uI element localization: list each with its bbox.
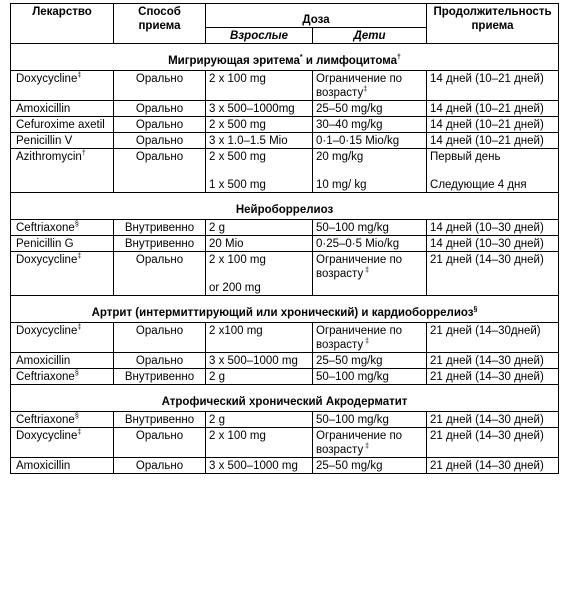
adult-dose-cell (206, 133, 313, 149)
drug-name: Doxycycline (16, 254, 78, 266)
child-dose-cell-text: Ограничение по возрасту (316, 430, 403, 456)
child-dose-cell-text: 20 mg/kg (316, 151, 364, 163)
adult-dose-cell-text: 3 x 500–1000mg (209, 103, 295, 115)
adult-dose-cell-line (209, 102, 309, 116)
child-dose-cell-line (316, 413, 423, 427)
adult-dose-cell-line (209, 72, 309, 86)
drug-name: Ceftriaxone (16, 222, 75, 234)
route-cell: Орально (114, 133, 206, 149)
adult-dose-cell (206, 236, 313, 252)
section-title (11, 385, 559, 412)
duration-cell-line (430, 72, 555, 86)
child-dose-cell-line (316, 72, 423, 100)
duration-cell (427, 220, 559, 236)
adult-dose-cell-line (209, 324, 309, 338)
header-duration: Продолжительность приема (427, 4, 559, 44)
table-row (11, 412, 559, 428)
child-dose-cell-text: 25–50 mg/kg (316, 355, 383, 367)
adult-dose-cell-text: 2 g (209, 414, 225, 426)
drug-name: Penicillin G (16, 238, 74, 250)
section-title (11, 193, 559, 220)
section-title (11, 44, 559, 71)
child-dose-cell (313, 117, 427, 133)
duration-cell-line (430, 429, 555, 443)
child-dose-cell (313, 428, 427, 458)
adult-dose-cell (206, 220, 313, 236)
child-dose-cell (313, 220, 427, 236)
duration-cell-text: 14 дней (10–30 дней) (430, 222, 544, 234)
section-title-text: Нейроборрелиоз (235, 204, 334, 216)
header-row (11, 4, 559, 28)
section-title-footnote-2: † (397, 54, 401, 62)
adult-dose-cell-text: 2 g (209, 371, 225, 383)
section-title-footnote: § (473, 306, 478, 314)
duration-cell (427, 71, 559, 101)
child-dose-cell-footnote: ‡ (363, 86, 368, 94)
child-dose-cell-line (316, 221, 423, 235)
child-dose-cell-text: 50–100 mg/kg (316, 414, 389, 426)
section-title-footnote: * (299, 54, 303, 62)
drug-cell (11, 252, 114, 296)
route-cell: Внутривенно (114, 369, 206, 385)
child-dose-cell (313, 323, 427, 353)
table-row (11, 133, 559, 149)
duration-cell-line (430, 118, 555, 132)
child-dose-cell-footnote: ‡ (363, 443, 370, 451)
child-dose-cell (313, 236, 427, 252)
child-dose-cell (313, 71, 427, 101)
child-dose-cell-line (316, 102, 423, 116)
duration-cell (427, 133, 559, 149)
adult-dose-cell-text: 3 x 500–1000 mg (209, 460, 298, 472)
child-dose-cell-text: 50–100 mg/kg (316, 371, 389, 383)
child-dose-cell-text: 50–100 mg/kg (316, 222, 389, 234)
section-title-text-2: и лимфоцитома (302, 55, 398, 67)
drug-name: Azithromycin (16, 151, 82, 163)
header-drug: Лекарство (11, 4, 114, 44)
drug-name: Doxycycline (16, 430, 78, 442)
drug-cell (11, 236, 114, 252)
duration-cell-line (430, 413, 555, 427)
adult-dose-cell-text: 2 x 500 mg (209, 151, 266, 163)
section-row (11, 44, 559, 71)
adult-dose-cell-line (209, 118, 309, 132)
section-row (11, 193, 559, 220)
route-cell: Орально (114, 71, 206, 101)
duration-cell-line (430, 134, 555, 148)
adult-dose-cell-line (209, 413, 309, 427)
adult-dose-cell (206, 117, 313, 133)
duration-cell-line (430, 150, 555, 164)
table-body (11, 44, 559, 474)
child-dose-cell-text: Ограничение по возрасту (316, 73, 403, 99)
drug-footnote: § (74, 370, 79, 378)
duration-cell-text: 14 дней (10–21 дней) (430, 103, 544, 115)
duration-cell-text: 21 дней (14–30дней) (430, 325, 541, 337)
duration-cell-line (430, 102, 555, 116)
adult-dose-cell-line (209, 221, 309, 235)
table-row (11, 220, 559, 236)
child-dose-cell-footnote: ‡ (363, 267, 370, 275)
child-dose-cell-line (316, 150, 423, 164)
adult-dose-cell (206, 252, 313, 296)
drug-name: Doxycycline (16, 73, 78, 85)
table-row (11, 117, 559, 133)
drug-name: Ceftriaxone (16, 371, 75, 383)
child-dose-cell-line (316, 164, 423, 178)
table-row (11, 149, 559, 193)
child-dose-cell-text: Ограничение по возрасту (316, 254, 403, 280)
drug-cell (11, 412, 114, 428)
duration-cell-line (430, 459, 555, 473)
table-row (11, 101, 559, 117)
duration-cell (427, 117, 559, 133)
duration-cell (427, 369, 559, 385)
route-cell: Орально (114, 353, 206, 369)
adult-dose-cell-line (209, 354, 309, 368)
table-row (11, 353, 559, 369)
child-dose-cell-text: 0·1–0·15 Mio/kg (316, 135, 400, 147)
drug-cell (11, 133, 114, 149)
drug-cell (11, 149, 114, 193)
duration-cell (427, 428, 559, 458)
child-dose-cell (313, 458, 427, 474)
drug-name: Cefuroxime axetil (16, 119, 105, 131)
drug-cell (11, 323, 114, 353)
adult-dose-cell (206, 458, 313, 474)
adult-dose-cell-text: 3 x 500–1000 mg (209, 355, 298, 367)
child-dose-cell-line (316, 324, 423, 352)
adult-dose-cell-line (209, 370, 309, 384)
route-cell: Орально (114, 428, 206, 458)
adult-dose-cell-line (209, 459, 309, 473)
drug-name: Amoxicillin (16, 355, 71, 367)
adult-dose-cell-line (209, 237, 309, 251)
adult-dose-cell-line (209, 164, 309, 178)
route-cell: Внутривенно (114, 236, 206, 252)
duration-cell-text: Первый день (430, 151, 501, 163)
adult-dose-cell (206, 428, 313, 458)
child-dose-cell (313, 252, 427, 296)
drug-footnote: ‡ (77, 429, 82, 437)
drug-cell (11, 369, 114, 385)
adult-dose-cell-text: 2 x 500 mg (209, 119, 266, 131)
duration-cell-line (430, 178, 555, 192)
child-dose-cell-line (316, 459, 423, 473)
route-cell: Орально (114, 323, 206, 353)
header-children: Дети (313, 28, 427, 44)
adult-dose-cell-text: 3 x 1.0–1.5 Mio (209, 135, 288, 147)
adult-dose-cell-text: 2 x 100 mg (209, 430, 266, 442)
drug-cell (11, 101, 114, 117)
duration-cell-text: 14 дней (10–21 дней) (430, 119, 544, 131)
table-row (11, 236, 559, 252)
duration-cell (427, 252, 559, 296)
header-route: Способ приема (114, 4, 206, 44)
drug-name: Amoxicillin (16, 460, 71, 472)
duration-cell-line (430, 164, 555, 178)
drug-cell (11, 71, 114, 101)
adult-dose-cell-text: or 200 mg (209, 282, 261, 294)
drug-name: Doxycycline (16, 325, 78, 337)
child-dose-cell-text: Ограничение по возрасту (316, 325, 403, 351)
drug-footnote: † (81, 150, 86, 158)
table-row (11, 369, 559, 385)
child-dose-cell-line (316, 134, 423, 148)
duration-cell (427, 412, 559, 428)
drug-cell (11, 458, 114, 474)
route-cell: Орально (114, 117, 206, 133)
duration-cell-line (430, 324, 555, 338)
drug-cell (11, 428, 114, 458)
child-dose-cell-text: 25–50 mg/kg (316, 460, 383, 472)
table-row (11, 458, 559, 474)
route-cell: Орально (114, 149, 206, 193)
adult-dose-cell-line (209, 429, 309, 443)
duration-cell-text: 21 дней (14–30 дней) (430, 430, 544, 442)
duration-cell (427, 236, 559, 252)
duration-cell-text: 14 дней (10–21 дней) (430, 135, 544, 147)
adult-dose-cell-line (209, 281, 309, 295)
duration-cell (427, 458, 559, 474)
duration-cell-line (430, 221, 555, 235)
adult-dose-cell-line (209, 253, 309, 267)
adult-dose-cell-line (209, 178, 309, 192)
child-dose-cell (313, 369, 427, 385)
duration-cell-text: 14 дней (10–21 дней) (430, 73, 544, 85)
adult-dose-cell-text: 2 x 100 mg (209, 73, 266, 85)
duration-cell-text: Следующие 4 дня (430, 179, 527, 191)
adult-dose-cell-line (209, 134, 309, 148)
duration-cell (427, 323, 559, 353)
drug-name: Amoxicillin (16, 103, 71, 115)
duration-cell-line (430, 370, 555, 384)
drug-footnote: ‡ (77, 324, 82, 332)
route-cell: Орально (114, 458, 206, 474)
adult-dose-cell-text: 1 x 500 mg (209, 179, 266, 191)
duration-cell-text: 14 дней (10–30 дней) (430, 238, 544, 250)
child-dose-cell-line (316, 354, 423, 368)
child-dose-cell-line (316, 178, 423, 192)
child-dose-cell-line (316, 118, 423, 132)
section-title (11, 296, 559, 323)
section-row (11, 296, 559, 323)
drug-footnote: ‡ (77, 253, 82, 261)
duration-cell-text: 21 дней (14–30 дней) (430, 355, 544, 367)
adult-dose-cell (206, 149, 313, 193)
section-row (11, 385, 559, 412)
table-row (11, 252, 559, 296)
drug-cell (11, 117, 114, 133)
child-dose-cell-text: 0·25–0·5 Mio/kg (316, 238, 400, 250)
drug-cell (11, 220, 114, 236)
duration-cell-text: 21 дней (14–30 дней) (430, 414, 544, 426)
adult-dose-cell (206, 323, 313, 353)
table-row (11, 323, 559, 353)
route-cell: Внутривенно (114, 220, 206, 236)
header-adults: Взрослые (206, 28, 313, 44)
header-dose: Доза (206, 4, 427, 28)
child-dose-cell-line (316, 429, 423, 457)
route-cell: Орально (114, 101, 206, 117)
duration-cell-line (430, 354, 555, 368)
child-dose-cell-text: 25–50 mg/kg (316, 103, 383, 115)
child-dose-cell-text: 30–40 mg/kg (316, 119, 383, 131)
duration-cell-line (430, 237, 555, 251)
route-cell: Внутривенно (114, 412, 206, 428)
table-row (11, 71, 559, 101)
drug-name: Penicillin V (16, 135, 73, 147)
child-dose-cell (313, 101, 427, 117)
adult-dose-cell (206, 412, 313, 428)
child-dose-cell-line (316, 370, 423, 384)
drug-footnote: ‡ (77, 72, 82, 80)
adult-dose-cell-text: 2 g (209, 222, 225, 234)
child-dose-cell-footnote: ‡ (363, 338, 370, 346)
drug-footnote: § (74, 413, 79, 421)
table-row (11, 428, 559, 458)
adult-dose-cell-text: 2 x100 mg (209, 325, 263, 337)
section-title-text: Артрит (интермиттирующий или хронический) и кардиоборрелиоз (91, 307, 474, 319)
child-dose-cell (313, 149, 427, 193)
drug-footnote: § (74, 221, 79, 229)
duration-cell-line (430, 253, 555, 267)
adult-dose-cell (206, 369, 313, 385)
duration-cell-text: 21 дней (14–30 дней) (430, 371, 544, 383)
child-dose-cell-line (316, 237, 423, 251)
adult-dose-cell (206, 101, 313, 117)
child-dose-cell-text: 10 mg/ kg (316, 179, 367, 191)
section-title-text: Атрофический хронический Акродерматит (161, 396, 408, 408)
adult-dose-cell-text: 2 x 100 mg (209, 254, 266, 266)
adult-dose-cell (206, 71, 313, 101)
adult-dose-cell-line (209, 267, 309, 281)
duration-cell (427, 353, 559, 369)
duration-cell-text: 21 дней (14–30 дней) (430, 254, 544, 266)
child-dose-cell (313, 353, 427, 369)
section-title-text: Мигрирующая эритема (168, 55, 300, 67)
adult-dose-cell (206, 353, 313, 369)
child-dose-cell (313, 133, 427, 149)
child-dose-cell (313, 412, 427, 428)
adult-dose-cell-text: 20 Mio (209, 238, 244, 250)
drug-name: Ceftriaxone (16, 414, 75, 426)
duration-cell (427, 149, 559, 193)
duration-cell-text: 21 дней (14–30 дней) (430, 460, 544, 472)
drug-cell (11, 353, 114, 369)
dosage-table (10, 3, 559, 474)
child-dose-cell-line (316, 253, 423, 281)
adult-dose-cell-line (209, 150, 309, 164)
duration-cell (427, 101, 559, 117)
route-cell: Орально (114, 252, 206, 296)
